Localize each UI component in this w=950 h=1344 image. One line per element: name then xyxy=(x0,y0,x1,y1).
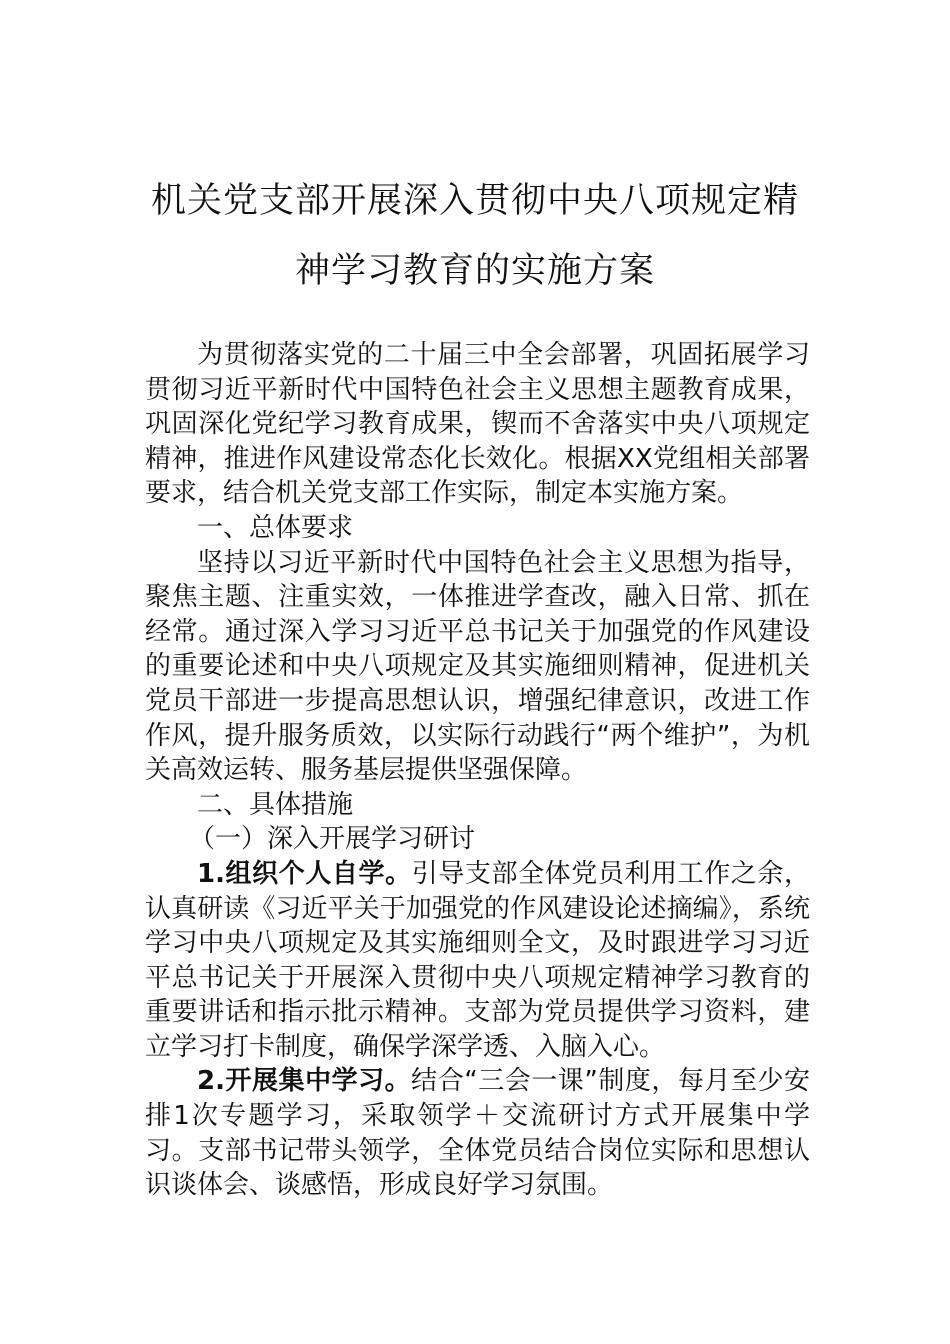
item-2-lead: 2.开展集中学习。 xyxy=(197,1066,412,1097)
document-title-line-1: 机关党支部开展深入贯彻中央八项规定精 xyxy=(150,181,799,221)
item-1-lead: 1.组织个人自学。 xyxy=(197,858,412,889)
document-title-line-2: 神学习教育的实施方案 xyxy=(294,251,655,291)
item-1-body: 引导支部全体党员利用工作之余，认真研读《习近平关于加强党的作风建设论述摘编》，系统学习中央八项规定及其实施细则全文，及时跟进学习习近平总书记关于开展深入贯彻中央八项规定精神学习教育的重要讲话和指示批示精神。支部为党员提供学习资料，建立学习打卡制度，确保学深学透、入脑入心。 xyxy=(145,858,810,1062)
item-1-paragraph xyxy=(145,857,810,1065)
document-body xyxy=(145,338,810,1203)
section-1-paragraph: 坚持以习近平新时代中国特色社会主义思想为指导，聚焦主题、注重实效，一体推进学查改，融入日常、抓在经常。通过深入学习习近平总书记关于加强党的作风建设的重要论述和中央八项规定及其实施细则精神，促进机关党员干部进一步提高思想认识，增强纪律意识，改进工作作风，提升服务质效，以实际行动践行“两个维护”，为机关高效运转、服务基层提供坚强保障。 xyxy=(145,547,810,786)
section-1-heading: 一、总体要求 xyxy=(197,512,354,543)
subsection-1-heading: （一）深入开展学习研讨 xyxy=(189,824,476,855)
intro-paragraph: 为贯彻落实党的二十届三中全会部署，巩固拓展学习贯彻习近平新时代中国特色社会主义思想主题教育成果，巩固深化党纪学习教育成果，锲而不舍落实中央八项规定精神，推进作风建设常态化长效化。根据XX党组相关部署要求，结合机关党支部工作实际，制定本实施方案。 xyxy=(145,340,810,509)
section-2-heading: 二、具体措施 xyxy=(197,789,354,820)
item-2-paragraph xyxy=(145,1064,810,1202)
item-2-body: 结合“三会一课”制度，每月至少安排1次专题学习，采取领学＋交流研讨方式开展集中学习。支部书记带头领学，全体党员结合岗位实际和思想认识谈体会、谈感悟，形成良好学习氛围。 xyxy=(145,1066,810,1201)
